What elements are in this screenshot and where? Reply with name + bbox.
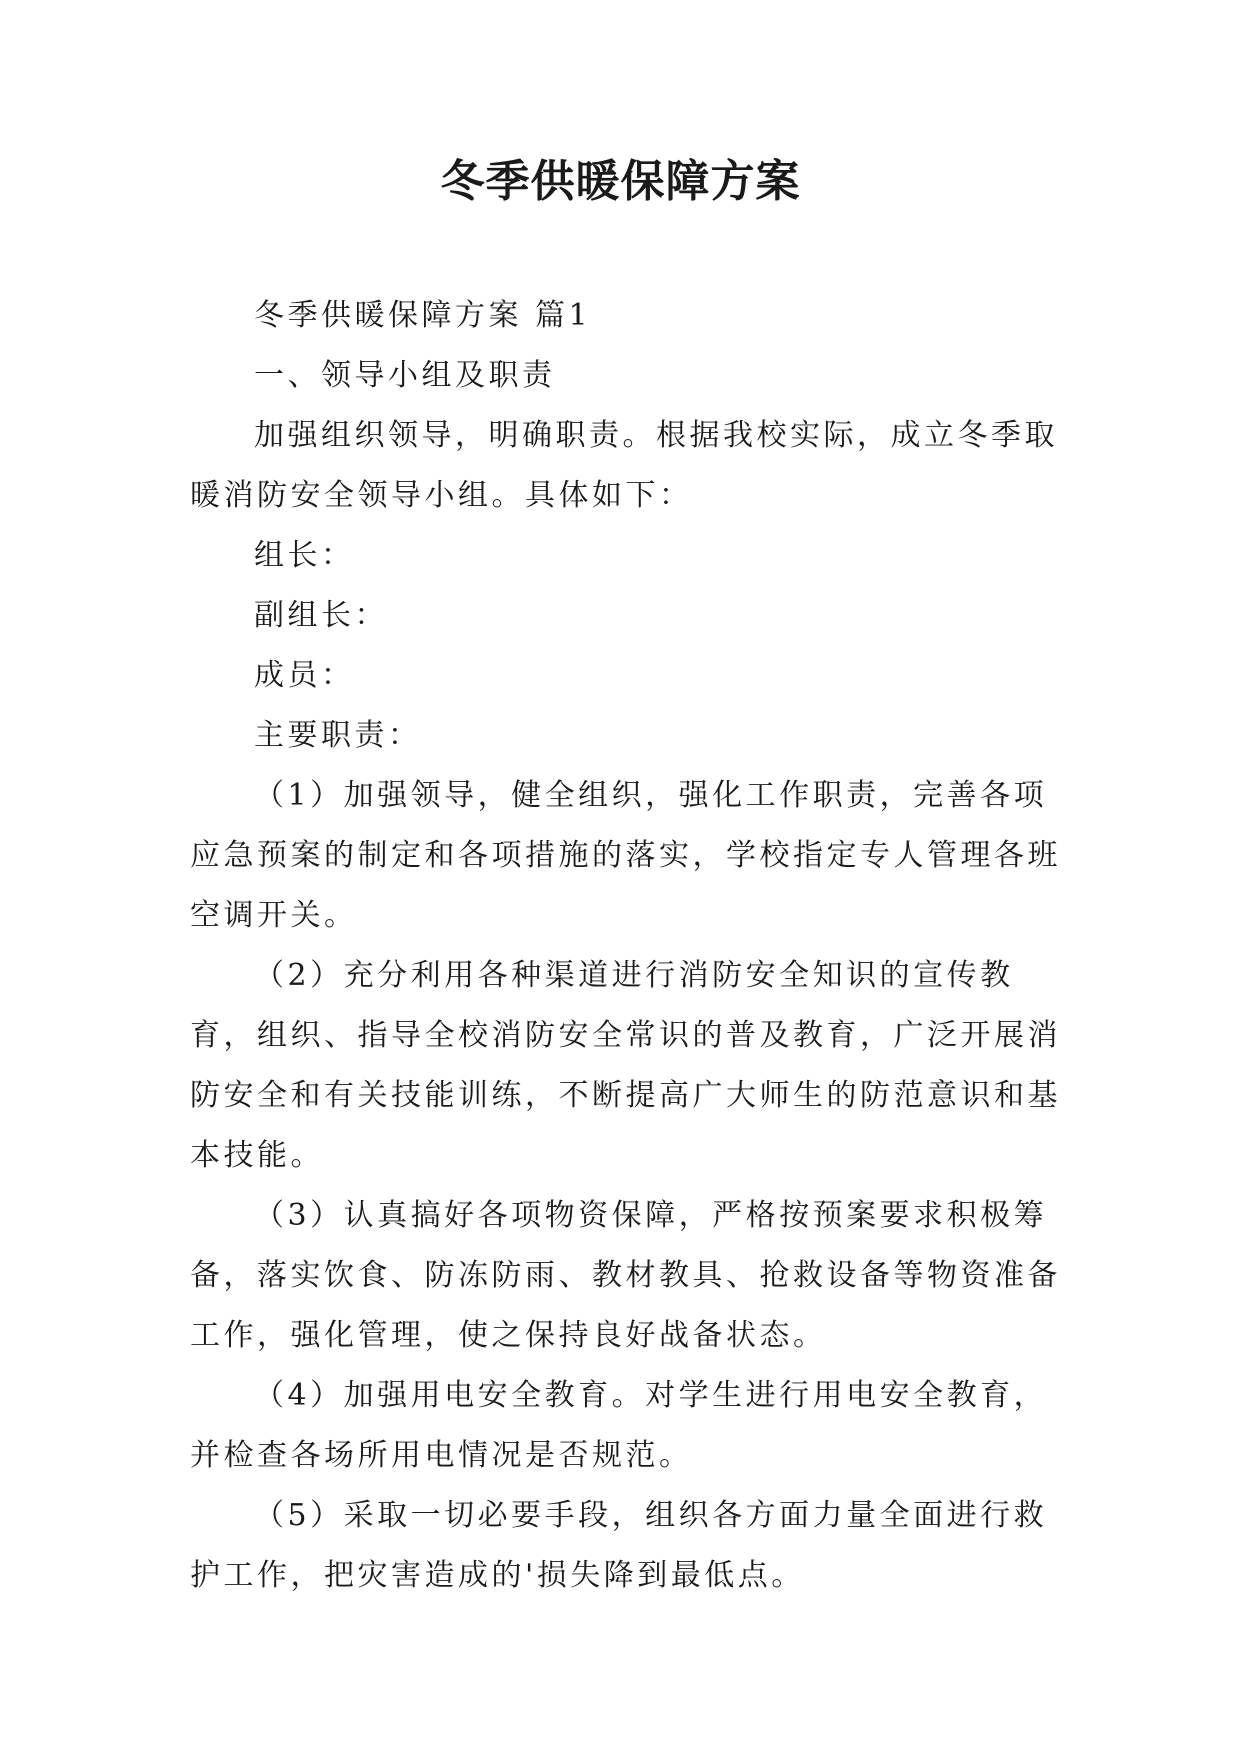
document-body xyxy=(190,286,1070,1606)
paragraph: 加强组织领导，明确职责。根据我校实际，成立冬季取暖消防安全领导小组。具体如下： xyxy=(190,418,1058,513)
section-heading: 冬季供暖保障方案 篇1 xyxy=(254,298,592,333)
paragraph: （5）采取一切必要手段，组织各方面力量全面进行救护工作，把灾害造成的'损失降到最低点。 xyxy=(190,1498,1048,1593)
paragraph: 副组长： xyxy=(254,598,388,633)
paragraph: （3）认真搞好各项物资保障，严格按预案要求积极筹备，落实饮食、防冻防雨、教材教具、抢救设备等物资准备工作，强化管理，使之保持良好战备状态。 xyxy=(190,1198,1061,1353)
paragraph: （4）加强用电安全教育。对学生进行用电安全教育，并检查各场所用电情况是否规范。 xyxy=(190,1378,1048,1473)
paragraph: （2）充分利用各种渠道进行消防安全知识的宣传教育，组织、指导全校消防安全常识的普及教育，广泛开展消防安全和有关技能训练，不断提高广大师生的防范意识和基本技能。 xyxy=(190,958,1061,1173)
paragraph: 主要职责： xyxy=(254,718,422,753)
paragraph: （1）加强领导，健全组织，强化工作职责，完善各项应急预案的制定和各项措施的落实，学校指定专人管理各班空调开关。 xyxy=(190,778,1061,933)
paragraph: 成员： xyxy=(254,658,355,693)
document-title: 冬季供暖保障方案 xyxy=(440,156,801,207)
paragraph: 组长： xyxy=(254,538,355,573)
subsection-heading: 一、领导小组及职责 xyxy=(254,358,556,393)
